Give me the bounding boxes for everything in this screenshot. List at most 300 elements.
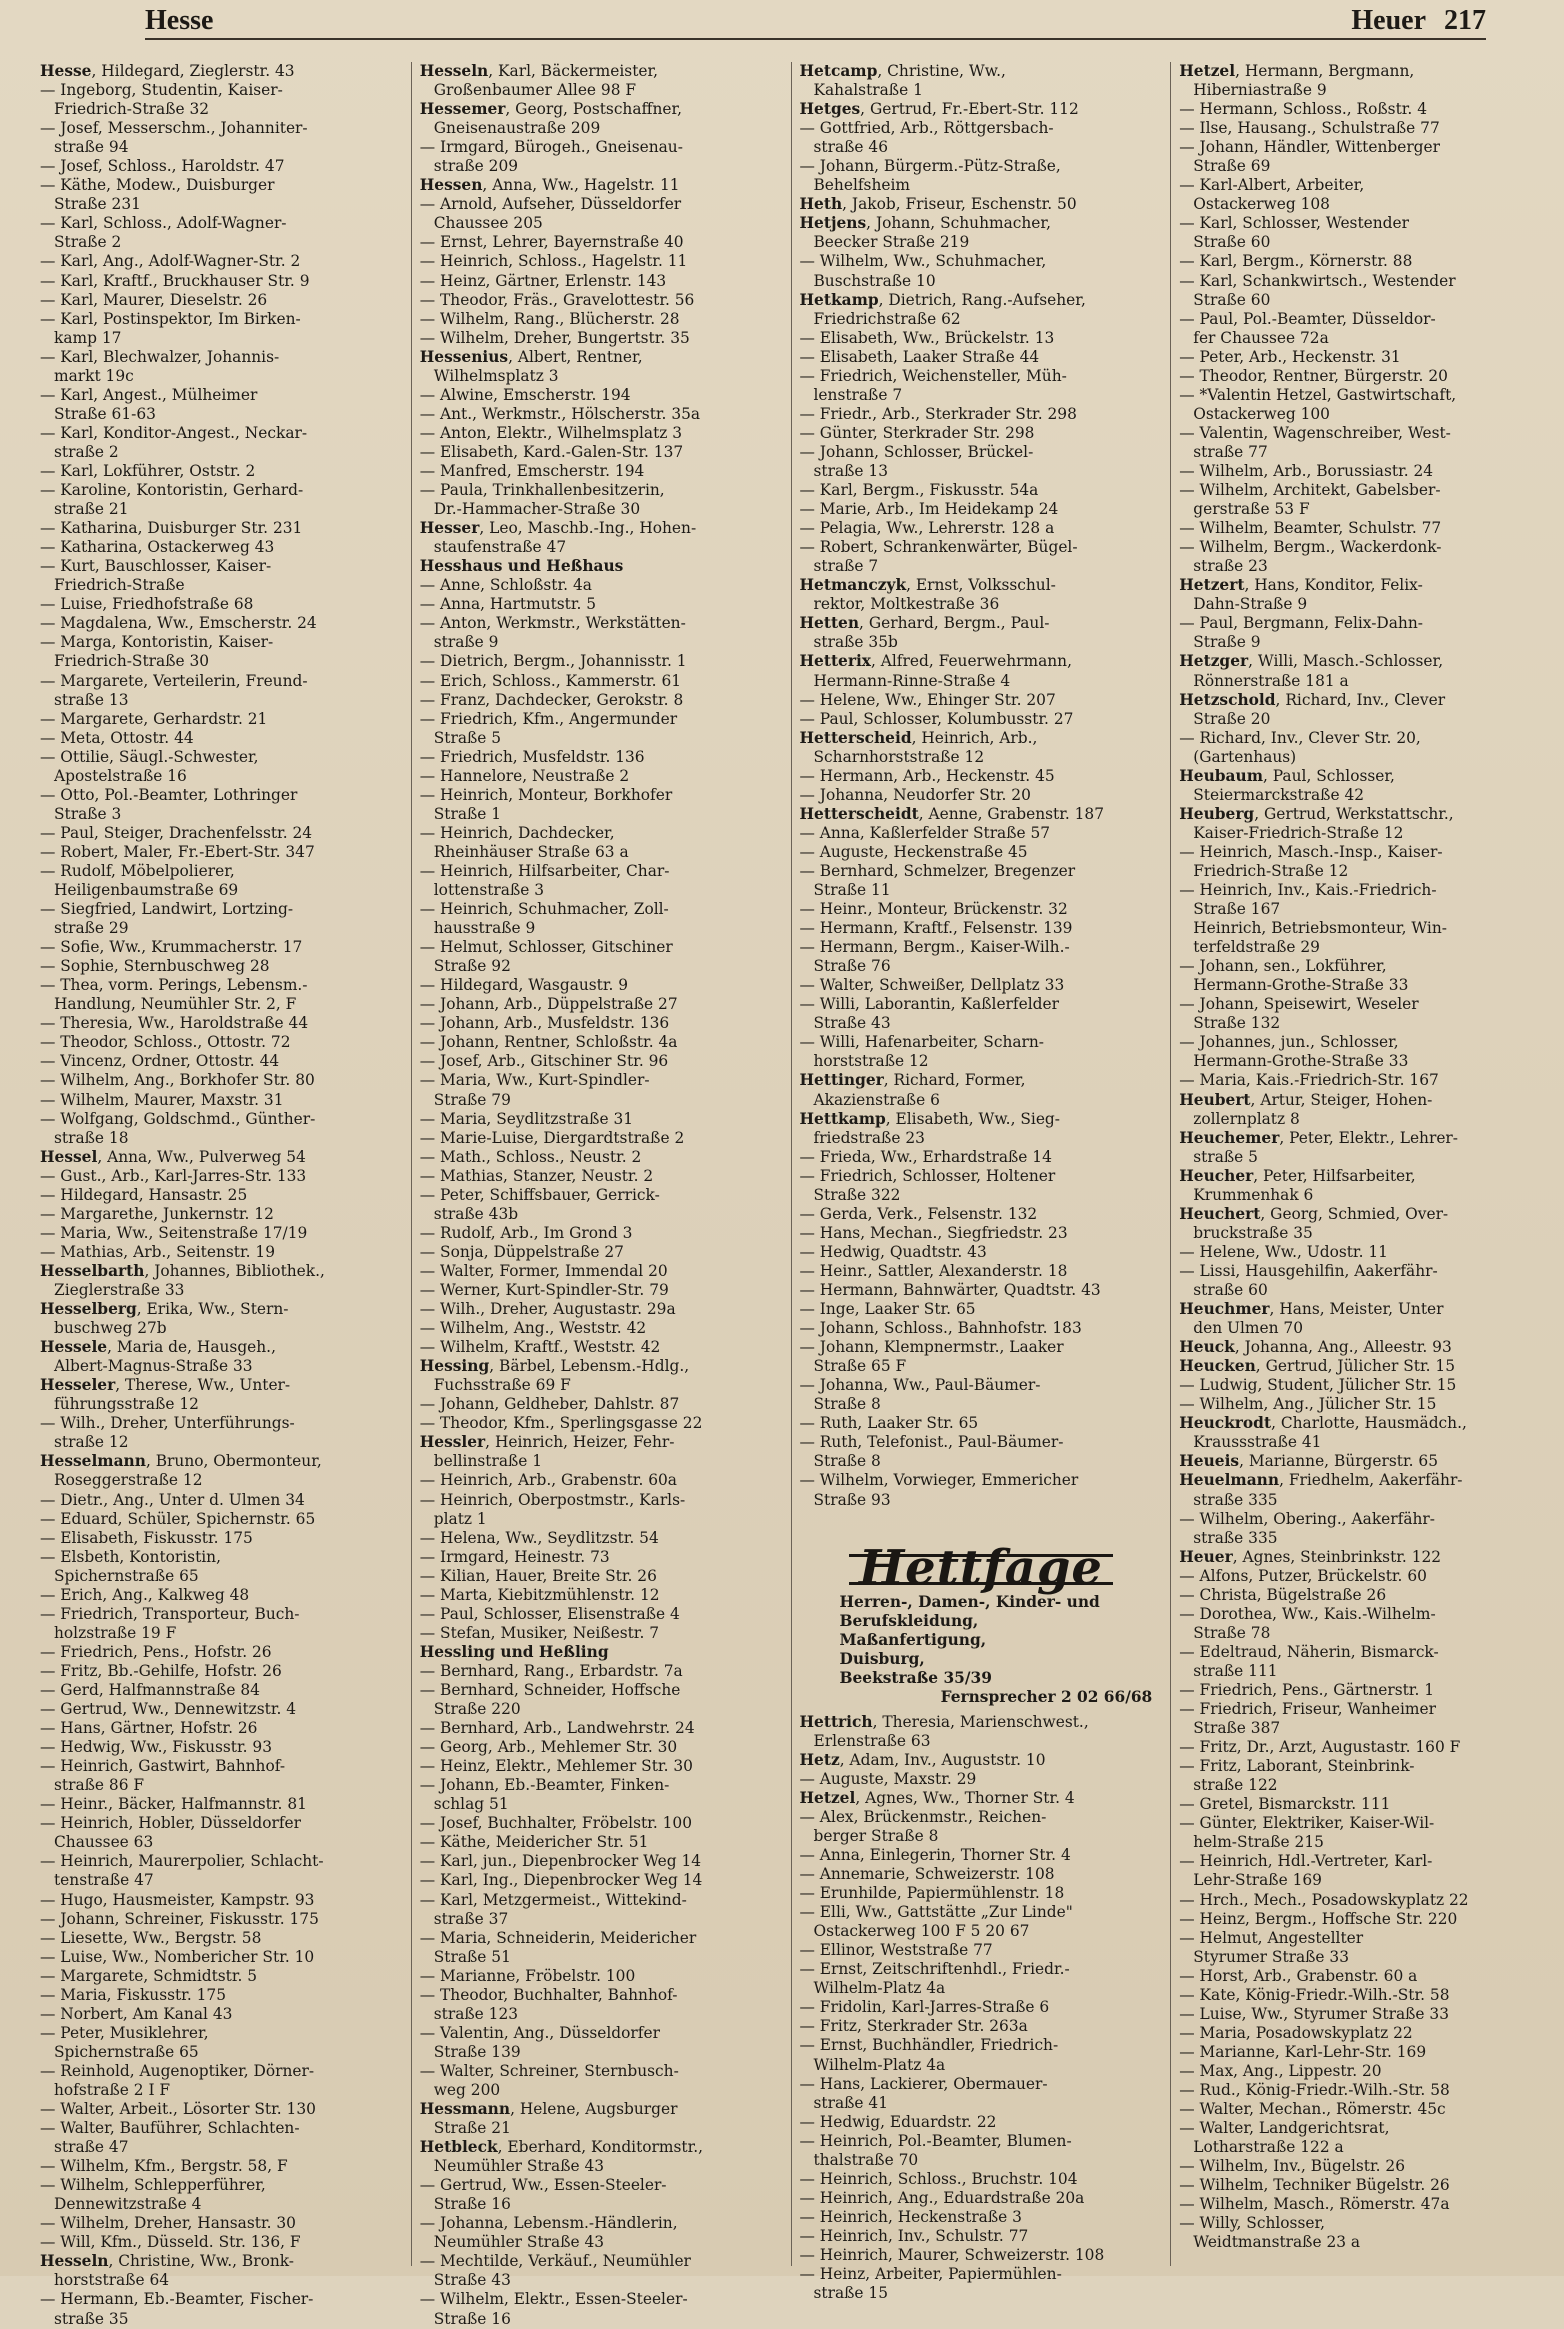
directory-entry: — Helene, Ww., Ehinger Str. 207 xyxy=(799,690,1056,709)
directory-entry: helm-Straße 215 xyxy=(1193,1833,1324,1852)
directory-entry: Hetbleck, Eberhard, Konditormstr., xyxy=(419,2138,704,2157)
directory-entry: — Wilhelm, Maurer, Maxstr. 31 xyxy=(40,1090,284,1109)
directory-entry: straße 111 xyxy=(1193,1661,1278,1680)
directory-entry: — Johanna, Ww., Paul-Bäumer- xyxy=(799,1376,1041,1395)
directory-entry: — Johann, Speisewirt, Weseler xyxy=(1179,995,1419,1014)
directory-entry: Hetzger, Willi, Masch.-Schlosser, xyxy=(1179,652,1444,671)
directory-entry: — Ottilie, Säugl.-Schwester, xyxy=(40,747,259,766)
directory-entry: den Ulmen 70 xyxy=(1193,1319,1303,1338)
directory-entry: — Heinz, Gärtner, Erlenstr. 143 xyxy=(419,271,667,290)
directory-entry: — Magdalena, Ww., Emscherstr. 24 xyxy=(40,614,317,633)
directory-entry: straße 18 xyxy=(54,1128,129,1147)
directory-entry: — Wilhelm, Ang., Jülicher Str. 15 xyxy=(1179,1395,1437,1414)
directory-entry: — Johann, Eb.-Beamter, Finken- xyxy=(419,1776,670,1795)
directory-entry: — Paul, Schlosser, Kolumbusstr. 27 xyxy=(799,709,1074,728)
directory-entry: — Ellinor, Weststraße 77 xyxy=(799,1941,993,1960)
directory-entry: Hesseln, Karl, Bäckermeister, xyxy=(419,62,659,80)
directory-entry: — Hermann, Kraftf., Felsenstr. 139 xyxy=(799,919,1073,938)
directory-entry: — Helmut, Schlosser, Gitschiner xyxy=(419,938,673,957)
page-number: 217 xyxy=(1444,5,1486,36)
directory-entry: Straße 16 xyxy=(433,2309,511,2328)
directory-entry: gerstraße 53 F xyxy=(1193,500,1310,519)
directory-entry: — Paul, Bergmann, Felix-Dahn- xyxy=(1179,614,1423,633)
directory-entry: — Gerd, Halfmannstraße 84 xyxy=(40,1680,260,1699)
directory-entry: straße 2 xyxy=(54,442,119,461)
directory-entry: — Erunhilde, Papiermühlenstr. 18 xyxy=(799,1884,1065,1903)
directory-entry: Friedrich-Straße xyxy=(54,576,185,595)
directory-entry: Hetterscheid, Heinrich, Arb., xyxy=(799,728,1038,747)
directory-columns xyxy=(32,62,1550,2328)
directory-entry: kamp 17 xyxy=(54,328,122,347)
directory-entry: — Maria, Ww., Kurt-Spindler- xyxy=(419,1071,650,1090)
directory-entry: — Kurt, Bauschlosser, Kaiser- xyxy=(40,557,272,576)
directory-entry: — Friedrich, Schlosser, Holtener xyxy=(799,1166,1056,1185)
directory-entry: — Wolfgang, Goldschmd., Günther- xyxy=(40,1109,316,1128)
directory-entry: — Margarethe, Junkernstr. 12 xyxy=(40,1204,274,1223)
directory-entry: — Walter, Former, Immendal 20 xyxy=(419,1261,668,1280)
directory-entry: — Hermann, Eb.-Beamter, Fischer- xyxy=(40,2290,314,2309)
directory-entry: Straße 322 xyxy=(813,1185,901,1204)
directory-entry: — Paul, Schlosser, Elisenstraße 4 xyxy=(419,1604,680,1623)
directory-entry: straße 41 xyxy=(813,2093,888,2112)
directory-entry: — Hermann, Bergm., Kaiser-Wilh.- xyxy=(799,938,1070,957)
directory-entry: Hetges, Gertrud, Fr.-Ebert-Str. 112 xyxy=(799,100,1079,119)
directory-entry: — Johann, Rentner, Schloßstr. 4a xyxy=(419,1033,678,1052)
ad-line: Beekstraße 35/39 xyxy=(839,1668,992,1687)
directory-entry: Straße 139 xyxy=(433,2042,521,2061)
directory-entry: Hettinger, Richard, Former, xyxy=(799,1071,1026,1090)
directory-entry: straße 60 xyxy=(1193,1281,1268,1299)
advertisement xyxy=(800,1539,1163,1707)
directory-entry: — Günter, Sterkrader Str. 298 xyxy=(799,423,1035,442)
directory-entry: — Marga, Kontoristin, Kaiser- xyxy=(40,633,274,652)
directory-entry: straße 15 xyxy=(813,2284,888,2303)
directory-entry: — Friedrich, Weichensteller, Müh- xyxy=(799,366,1067,385)
directory-entry: — Ant., Werkmstr., Hölscherstr. 35a xyxy=(419,404,701,423)
directory-entry: Krummenhak 6 xyxy=(1193,1185,1314,1204)
directory-entry: — Wilh., Dreher, Augustastr. 29a xyxy=(419,1300,676,1319)
directory-entry: — Elisabeth, Kard.-Galen-Str. 137 xyxy=(419,442,684,461)
directory-entry: Dr.-Hammacher-Straße 30 xyxy=(433,500,641,519)
directory-entry: Friedrich-Straße 30 xyxy=(54,652,210,671)
directory-entry: schlag 51 xyxy=(433,1795,509,1814)
directory-entry: — Helena, Ww., Seydlitzstr. 54 xyxy=(419,1528,659,1547)
directory-entry: — Annemarie, Schweizerstr. 108 xyxy=(799,1865,1055,1884)
directory-entry: — Lissi, Hausgehilfin, Aakerfähr- xyxy=(1179,1261,1438,1280)
directory-entry: — Johannes, jun., Schlosser, xyxy=(1179,1033,1399,1052)
directory-entry: Straße 11 xyxy=(813,881,891,900)
directory-entry: — Friedrich, Pens., Hofstr. 26 xyxy=(40,1642,272,1661)
directory-entry: Straße 231 xyxy=(54,195,141,214)
directory-entry: — Thea, vorm. Perings, Lebensm.- xyxy=(40,976,308,995)
directory-entry: — Karl, Konditor-Angest., Neckar- xyxy=(40,423,308,442)
directory-entry: — Heinrich, Maurer, Schweizerstr. 108 xyxy=(799,2245,1105,2264)
directory-entry: — Elisabeth, Laaker Straße 44 xyxy=(799,347,1040,366)
directory-entry: Hetcamp, Christine, Ww., xyxy=(799,62,1006,80)
directory-entry: Friedrich-Straße 32 xyxy=(54,100,210,119)
directory-entry: — Peter, Musiklehrer, xyxy=(40,2023,209,2042)
directory-entry: — Will, Kfm., Düsseld. Str. 136, F xyxy=(40,2233,301,2252)
directory-entry: — Johanna, Lebensm.-Händlerin, xyxy=(419,2214,678,2233)
directory-entry: hausstraße 9 xyxy=(433,919,536,938)
directory-entry: — Wilhelm, Schlepperführer, xyxy=(40,2176,266,2195)
directory-entry: — Hildegard, Wasgaustr. 9 xyxy=(419,976,629,995)
directory-entry: — Auguste, Maxstr. 29 xyxy=(799,1769,977,1788)
directory-entry: — Gerda, Verk., Felsenstr. 132 xyxy=(799,1204,1038,1223)
directory-entry: — Kate, König-Friedr.-Wilh.-Str. 58 xyxy=(1179,1985,1450,2004)
directory-entry: — Luise, Ww., Nombericher Str. 10 xyxy=(40,1947,315,1966)
directory-entry: — Hans, Gärtner, Hofstr. 26 xyxy=(40,1719,258,1738)
directory-entry: — Ilse, Hausang., Schulstraße 77 xyxy=(1179,119,1440,138)
directory-entry: lenstraße 7 xyxy=(813,385,903,404)
directory-entry: Straße 387 xyxy=(1193,1719,1281,1738)
directory-entry: Straße 8 xyxy=(813,1395,881,1414)
directory-entry: — Karl-Albert, Arbeiter, xyxy=(1179,176,1365,195)
directory-entry: Hessemer, Georg, Postschaffner, xyxy=(419,100,683,119)
directory-entry: — Stefan, Musiker, Neißestr. 7 xyxy=(419,1623,660,1642)
directory-entry: — Wilhelm, Obering., Aakerfähr- xyxy=(1179,1509,1435,1528)
directory-entry: — Theresia, Ww., Haroldstraße 44 xyxy=(40,1014,309,1033)
directory-entry: Hermann-Rinne-Straße 4 xyxy=(813,671,1011,690)
directory-entry: Hettkamp, Elisabeth, Ww., Sieg- xyxy=(799,1109,1060,1128)
directory-entry: Heuchemer, Peter, Elektr., Lehrer- xyxy=(1179,1128,1458,1147)
ad-line: Maßanfertigung, xyxy=(839,1630,987,1649)
directory-entry: — Fritz, Laborant, Steinbrink- xyxy=(1179,1757,1415,1776)
directory-entry: — Wilhelm, Ww., Schuhmacher, xyxy=(799,252,1047,271)
directory-entry: straße 86 F xyxy=(54,1776,145,1795)
directory-entry: — Math., Schloss., Neustr. 2 xyxy=(419,1147,642,1166)
directory-entry: straße 209 xyxy=(433,157,519,176)
directory-entry: — Vincenz, Ordner, Ottostr. 44 xyxy=(40,1052,280,1071)
directory-entry: Hesselmann, Bruno, Obermonteur, xyxy=(40,1452,322,1471)
directory-entry: — Karl, Lokführer, Oststr. 2 xyxy=(40,461,256,480)
directory-entry: — Mechtilde, Verkäuf., Neumühler xyxy=(419,2252,691,2271)
directory-entry: — Paul, Steiger, Drachenfelsstr. 24 xyxy=(40,823,313,842)
directory-entry: — Wilhelm, Dreher, Bungertstr. 35 xyxy=(419,328,690,347)
directory-entry: — Maria, Kais.-Friedrich-Str. 167 xyxy=(1179,1071,1439,1090)
directory-entry: — Wilhelm, Kfm., Bergstr. 58, F xyxy=(40,2157,288,2176)
directory-entry: — Heinrich, Arb., Grabenstr. 60a xyxy=(419,1471,677,1490)
directory-entry: Chaussee 63 xyxy=(54,1833,154,1852)
directory-entry: führungsstraße 12 xyxy=(54,1395,199,1414)
directory-entry: — Günter, Elektriker, Kaiser-Wil- xyxy=(1179,1814,1435,1833)
directory-entry: — Johann, Bürgerm.-Pütz-Straße, xyxy=(799,157,1061,176)
directory-entry: — Franz, Dachdecker, Gerokstr. 8 xyxy=(419,690,684,709)
directory-entry: straße 12 xyxy=(54,1433,129,1452)
directory-entry: — Wilhelm, Ang., Borkhofer Str. 80 xyxy=(40,1071,315,1090)
directory-entry: — Wilhelm, Techniker Bügelstr. 26 xyxy=(1179,2176,1450,2195)
directory-entry: — Bernhard, Schmelzer, Bregenzer xyxy=(799,861,1076,880)
directory-entry: Heueis, Marianne, Bürgerstr. 65 xyxy=(1179,1452,1438,1471)
directory-entry: — Elisabeth, Fiskusstr. 175 xyxy=(40,1528,253,1547)
directory-entry: Straße 51 xyxy=(433,1947,511,1966)
directory-entry: Buschstraße 10 xyxy=(813,271,936,290)
directory-entry: — Meta, Ottostr. 44 xyxy=(40,728,194,747)
directory-entry: zollernplatz 8 xyxy=(1193,1109,1300,1128)
directory-entry: — Paula, Trinkhallenbesitzerin, xyxy=(419,481,665,500)
directory-entry: terfeldstraße 29 xyxy=(1193,938,1320,957)
directory-entry: Straße 78 xyxy=(1193,1623,1271,1642)
directory-entry: Hesshaus und Heßhaus xyxy=(419,557,624,576)
directory-entry: Straße 9 xyxy=(1193,633,1261,652)
directory-entry: — Heinrich, Schloss., Hagelstr. 11 xyxy=(419,252,688,271)
directory-entry: Straße 43 xyxy=(813,1014,891,1033)
directory-entry: Straße 43 xyxy=(433,2271,511,2290)
directory-entry: — Elisabeth, Ww., Brückelstr. 13 xyxy=(799,328,1055,347)
directory-entry: — Käthe, Meidericher Str. 51 xyxy=(419,1833,649,1852)
directory-entry: Hessenius, Albert, Rentner, xyxy=(419,347,643,366)
directory-entry: — Johann, sen., Lokführer, xyxy=(1179,957,1387,976)
directory-entry: — Fritz, Dr., Arzt, Augustastr. 160 F xyxy=(1179,1738,1461,1757)
directory-entry: bellinstraße 1 xyxy=(433,1452,543,1471)
directory-entry: — Inge, Laaker Str. 65 xyxy=(799,1300,976,1319)
directory-entry: — Valentin, Ang., Düsseldorfer xyxy=(419,2023,660,2042)
directory-entry: — Maria, Fiskusstr. 175 xyxy=(40,1985,227,2004)
directory-entry: Rönnerstraße 181 a xyxy=(1193,671,1349,690)
directory-entry: — Rudolf, Möbelpolierer, xyxy=(40,861,235,880)
directory-entry: — Wilhelm, Rang., Blücherstr. 28 xyxy=(419,309,680,328)
directory-entry: horststraße 12 xyxy=(813,1052,929,1071)
directory-entry: straße 77 xyxy=(1193,442,1268,461)
directory-entry: — Manfred, Emscherstr. 194 xyxy=(419,461,645,480)
directory-entry: — Bernhard, Rang., Erbardstr. 7a xyxy=(419,1661,683,1680)
directory-entry: — Willy, Schlosser, xyxy=(1179,2214,1326,2233)
directory-entry: — Luise, Friedhofstraße 68 xyxy=(40,595,254,614)
directory-entry: straße 35b xyxy=(813,633,898,652)
directory-entry: — Hermann, Arb., Heckenstr. 45 xyxy=(799,766,1055,785)
directory-entry: — Heinr., Monteur, Brückenstr. 32 xyxy=(799,900,1068,919)
directory-entry: Apostelstraße 16 xyxy=(54,766,187,785)
directory-entry: Hettrich, Theresia, Marienschwest., xyxy=(799,1712,1089,1731)
directory-entry: — Katharina, Duisburger Str. 231 xyxy=(40,519,303,538)
ad-line: Berufskleidung, xyxy=(839,1611,979,1630)
directory-entry: — Hildegard, Hansastr. 25 xyxy=(40,1185,248,1204)
directory-entry: straße 43b xyxy=(433,1204,519,1223)
directory-entry: straße 122 xyxy=(1193,1776,1278,1795)
directory-entry: — Friedrich, Kfm., Angermunder xyxy=(419,709,678,728)
directory-entry: Wilhelmsplatz 3 xyxy=(433,366,559,385)
ad-phone: Fernsprecher 2 02 66/68 xyxy=(940,1687,1153,1706)
directory-entry: Behelfsheim xyxy=(813,176,910,195)
directory-entry: — Heinrich, Dachdecker, xyxy=(419,823,615,842)
directory-entry: — Helmut, Angestellter xyxy=(1179,1928,1364,1947)
directory-entry: — Heinrich, Hdl.-Vertreter, Karl- xyxy=(1179,1852,1433,1871)
directory-entry: — Auguste, Heckenstraße 45 xyxy=(799,842,1028,861)
directory-entry: Ostackerweg 100 xyxy=(1193,404,1330,423)
directory-entry: — Hermann, Schloss., Roßstr. 4 xyxy=(1179,100,1427,119)
directory-entry: — Hrch., Mech., Posadowskyplatz 22 xyxy=(1179,1890,1469,1909)
directory-entry: — Sofie, Ww., Krummacherstr. 17 xyxy=(40,938,303,957)
directory-entry: — Heinz, Elektr., Mehlemer Str. 30 xyxy=(419,1757,693,1776)
directory-entry: — Karl, Ang., Adolf-Wagner-Str. 2 xyxy=(40,252,301,271)
directory-entry: Handlung, Neumühler Str. 2, F xyxy=(54,995,297,1014)
directory-entry: — Heinrich, Maurerpolier, Schlacht- xyxy=(40,1852,324,1871)
directory-entry: — Paul, Pol.-Beamter, Düsseldor- xyxy=(1179,309,1436,328)
directory-entry: Kaiser-Friedrich-Straße 12 xyxy=(1193,823,1404,842)
directory-entry: — Hedwig, Ww., Fiskusstr. 93 xyxy=(40,1738,272,1757)
directory-entry: straße 23 xyxy=(1193,557,1268,576)
directory-entry: — Karl, Bergm., Körnerstr. 88 xyxy=(1179,252,1413,271)
directory-entry: — Johann, Arb., Düppelstraße 27 xyxy=(419,995,678,1014)
directory-entry: — Wilhelm, Beamter, Schulstr. 77 xyxy=(1179,519,1442,538)
directory-entry: Ostackerweg 100 F 5 20 67 xyxy=(813,1922,1030,1941)
directory-entry: straße 46 xyxy=(813,138,888,157)
directory-entry: Zieglerstraße 33 xyxy=(54,1281,185,1299)
directory-entry: — Hannelore, Neustraße 2 xyxy=(419,766,630,785)
directory-entry: Straße 79 xyxy=(433,1090,511,1109)
directory-entry: — Heinrich, Hilfsarbeiter, Char- xyxy=(419,861,670,880)
directory-entry: — Heinrich, Oberpostmstr., Karls- xyxy=(419,1490,686,1509)
directory-entry: — Willi, Laborantin, Kaßlerfelder xyxy=(799,995,1059,1014)
directory-entry: horststraße 64 xyxy=(54,2271,170,2290)
directory-entry: Spichernstraße 65 xyxy=(54,1566,199,1585)
directory-entry: — Mathias, Stanzer, Neustr. 2 xyxy=(419,1166,654,1185)
directory-entry: — Walter, Schreiner, Sternbusch- xyxy=(419,2061,679,2080)
directory-entry: — Frieda, Ww., Erhardstraße 14 xyxy=(799,1147,1052,1166)
directory-entry: — Heinrich, Inv., Schulstr. 77 xyxy=(799,2226,1029,2245)
directory-entry: Hesselberg, Erika, Ww., Stern- xyxy=(40,1300,289,1319)
directory-entry: — Irmgard, Bürogeh., Gneisenau- xyxy=(419,138,683,157)
directory-entry: — Walter, Mechan., Römerstr. 45c xyxy=(1179,2100,1446,2119)
directory-entry: — Margarete, Gerhardstr. 21 xyxy=(40,709,268,728)
directory-entry: — Hedwig, Eduardstr. 22 xyxy=(799,2112,997,2131)
directory-entry: — Walter, Bauführer, Schlachten- xyxy=(40,2119,300,2138)
directory-entry: — Margarete, Verteilerin, Freund- xyxy=(40,671,308,690)
directory-entry: — Margarete, Schmidtstr. 5 xyxy=(40,1966,258,1985)
directory-entry: — Fridolin, Karl-Jarres-Straße 6 xyxy=(799,1998,1050,2017)
directory-entry: Straße 65 F xyxy=(813,1357,907,1376)
directory-entry: — Friedrich, Musfeldstr. 136 xyxy=(419,747,645,766)
directory-entry: — Peter, Schiffsbauer, Gerrick- xyxy=(419,1185,660,1204)
directory-entry: Kraussstraße 41 xyxy=(1193,1433,1322,1452)
directory-entry: — Bernhard, Arb., Landwehrstr. 24 xyxy=(419,1719,695,1738)
directory-entry: — Friedr., Arb., Sterkrader Str. 298 xyxy=(799,404,1077,423)
directory-entry: — Ludwig, Student, Jülicher Str. 15 xyxy=(1179,1376,1457,1395)
directory-entry: — Marianne, Karl-Lehr-Str. 169 xyxy=(1179,2042,1427,2061)
directory-entry: — Friedrich, Friseur, Wanheimer xyxy=(1179,1700,1436,1719)
directory-entry: — Otto, Pol.-Beamter, Lothringer xyxy=(40,785,298,804)
directory-entry: Scharnhorststraße 12 xyxy=(813,747,985,766)
directory-entry: Rheinhäuser Straße 63 a xyxy=(433,842,629,861)
directory-entry: — Ruth, Laaker Str. 65 xyxy=(799,1414,979,1433)
directory-entry: — Karl, Kraftf., Bruckhauser Str. 9 xyxy=(40,271,310,290)
directory-entry: weg 200 xyxy=(433,2080,501,2099)
ad-line: Duisburg, xyxy=(839,1649,925,1668)
directory-entry: — Horst, Arb., Grabenstr. 60 a xyxy=(1179,1966,1418,1985)
directory-entry: straße 29 xyxy=(54,919,129,938)
directory-entry: Hesser, Leo, Maschb.-Ing., Hohen- xyxy=(419,519,697,538)
directory-entry: Hessmann, Helene, Augsburger xyxy=(419,2100,678,2119)
directory-entry: Roseggerstraße 12 xyxy=(54,1471,203,1490)
directory-entry: Heubert, Artur, Steiger, Hohen- xyxy=(1179,1090,1433,1109)
directory-entry: — Ernst, Zeitschriftenhdl., Friedr.- xyxy=(799,1960,1070,1979)
directory-entry: — Siegfried, Landwirt, Lortzing- xyxy=(40,900,294,919)
directory-entry: holzstraße 19 F xyxy=(54,1623,177,1642)
directory-entry: — Karl, Postinspektor, Im Birken- xyxy=(40,309,301,328)
directory-entry: — Marie, Arb., Im Heidekamp 24 xyxy=(799,500,1059,519)
directory-entry: — Fritz, Sterkrader Str. 263a xyxy=(799,2017,1028,2036)
directory-entry: — Richard, Inv., Clever Str. 20, xyxy=(1179,728,1421,747)
directory-entry: Hetzel, Agnes, Ww., Thorner Str. 4 xyxy=(799,1788,1075,1807)
directory-entry: Beecker Straße 219 xyxy=(813,233,970,252)
directory-entry: — Heinrich, Pol.-Beamter, Blumen- xyxy=(799,2131,1072,2150)
directory-entry: Hessen, Anna, Ww., Hagelstr. 11 xyxy=(419,176,680,195)
directory-entry: — Rudolf, Arb., Im Grond 3 xyxy=(419,1223,633,1242)
header-first-name: Hesse xyxy=(145,5,214,36)
directory-entry: Albert-Magnus-Straße 33 xyxy=(54,1357,253,1376)
directory-entry: Hermann-Grothe-Straße 33 xyxy=(1193,1052,1409,1071)
directory-entry: — Heinz, Bergm., Hoffsche Str. 220 xyxy=(1179,1909,1458,1928)
directory-entry: straße 13 xyxy=(813,461,888,480)
directory-entry: — Dietrich, Bergm., Johannisstr. 1 xyxy=(419,652,687,671)
directory-entry: — Gretel, Bismarckstr. 111 xyxy=(1179,1795,1391,1814)
directory-entry: Chaussee 205 xyxy=(433,214,543,233)
directory-entry: Hetterscheidt, Aenne, Grabenstr. 187 xyxy=(799,804,1105,823)
ad-line: Herren-, Damen-, Kinder- und xyxy=(839,1592,1100,1611)
directory-entry: Straße 60 xyxy=(1193,233,1271,252)
directory-entry: rektor, Moltkestraße 36 xyxy=(813,595,1000,614)
directory-entry: Akazienstraße 6 xyxy=(813,1090,940,1109)
directory-entry: Ostackerweg 108 xyxy=(1193,195,1330,214)
directory-entry: Hetzschold, Richard, Inv., Clever xyxy=(1179,690,1446,709)
directory-entry: Hetz, Adam, Inv., Auguststr. 10 xyxy=(799,1750,1046,1769)
directory-entry: Straße 132 xyxy=(1193,1014,1281,1033)
directory-entry: — Johann, Klempnermstr., Laaker xyxy=(799,1338,1064,1357)
directory-entry: — Theodor, Schloss., Ottostr. 72 xyxy=(40,1033,291,1052)
directory-entry: Hetjens, Johann, Schuhmacher, xyxy=(799,214,1051,233)
directory-entry: — Katharina, Ostackerweg 43 xyxy=(40,538,275,557)
directory-entry: Straße 167 xyxy=(1193,900,1281,919)
directory-entry: — Wilhelm, Ang., Weststr. 42 xyxy=(419,1319,647,1338)
directory-entry: Neumühler Straße 43 xyxy=(433,2157,605,2176)
directory-entry: Hesse, Hildegard, Zieglerstr. 43 xyxy=(40,62,295,80)
directory-entry: — Anton, Elektr., Wilhelmsplatz 3 xyxy=(419,423,683,442)
directory-entry: — Wilhelm, Masch., Römerstr. 47a xyxy=(1179,2195,1450,2214)
directory-entry: — Heinz, Arbeiter, Papiermühlen- xyxy=(799,2265,1062,2284)
directory-entry: Hessler, Heinrich, Heizer, Fehr- xyxy=(419,1433,675,1452)
directory-entry: Heth, Jakob, Friseur, Eschenstr. 50 xyxy=(799,195,1077,214)
directory-entry: — Marta, Kiebitzmühlenstr. 12 xyxy=(419,1585,660,1604)
column-1 xyxy=(32,62,411,2328)
directory-entry: — Heinrich, Hobler, Düsseldorfer xyxy=(40,1814,301,1833)
directory-entry: Hesseler, Therese, Ww., Unter- xyxy=(40,1376,291,1395)
directory-entry: Heuberg, Gertrud, Werkstattschr., xyxy=(1179,804,1454,823)
directory-entry: — Karl, Ing., Diepenbrocker Weg 14 xyxy=(419,1871,703,1890)
directory-entry: — Maria, Seydlitzstraße 31 xyxy=(419,1109,634,1128)
directory-entry: Heuelmann, Friedhelm, Aakerfähr- xyxy=(1179,1471,1463,1490)
directory-entry: Hesseln, Christine, Ww., Bronk- xyxy=(40,2252,295,2271)
directory-entry: Heubaum, Paul, Schlosser, xyxy=(1179,766,1395,785)
directory-entry: — Walter, Arbeit., Lösorter Str. 130 xyxy=(40,2100,316,2119)
directory-entry: straße 35 xyxy=(54,2309,129,2328)
directory-entry: — Wilhelm, Dreher, Hansastr. 30 xyxy=(40,2214,296,2233)
directory-entry: hofstraße 2 I F xyxy=(54,2080,171,2099)
ad-logo: Hettfage xyxy=(849,1554,1113,1585)
directory-entry: bruckstraße 35 xyxy=(1193,1223,1313,1242)
directory-entry: — Johann, Schlosser, Brückel- xyxy=(799,442,1034,461)
directory-entry: Steiermarckstraße 42 xyxy=(1193,785,1365,804)
page-header xyxy=(145,4,1486,40)
directory-entry: straße 335 xyxy=(1193,1490,1278,1509)
directory-entry: Dennewitzstraße 4 xyxy=(54,2195,202,2214)
directory-entry: Straße 76 xyxy=(813,957,891,976)
directory-entry: Hessele, Maria de, Hausgeh., xyxy=(40,1338,276,1357)
directory-entry: Weidtmanstraße 23 a xyxy=(1193,2233,1361,2252)
directory-entry: Hesselbarth, Johannes, Bibliothek., xyxy=(40,1261,325,1280)
directory-entry: Kahalstraße 1 xyxy=(813,81,923,100)
directory-entry: — Anna, Hartmutstr. 5 xyxy=(419,595,597,614)
directory-entry: Heucken, Gertrud, Jülicher Str. 15 xyxy=(1179,1357,1456,1376)
